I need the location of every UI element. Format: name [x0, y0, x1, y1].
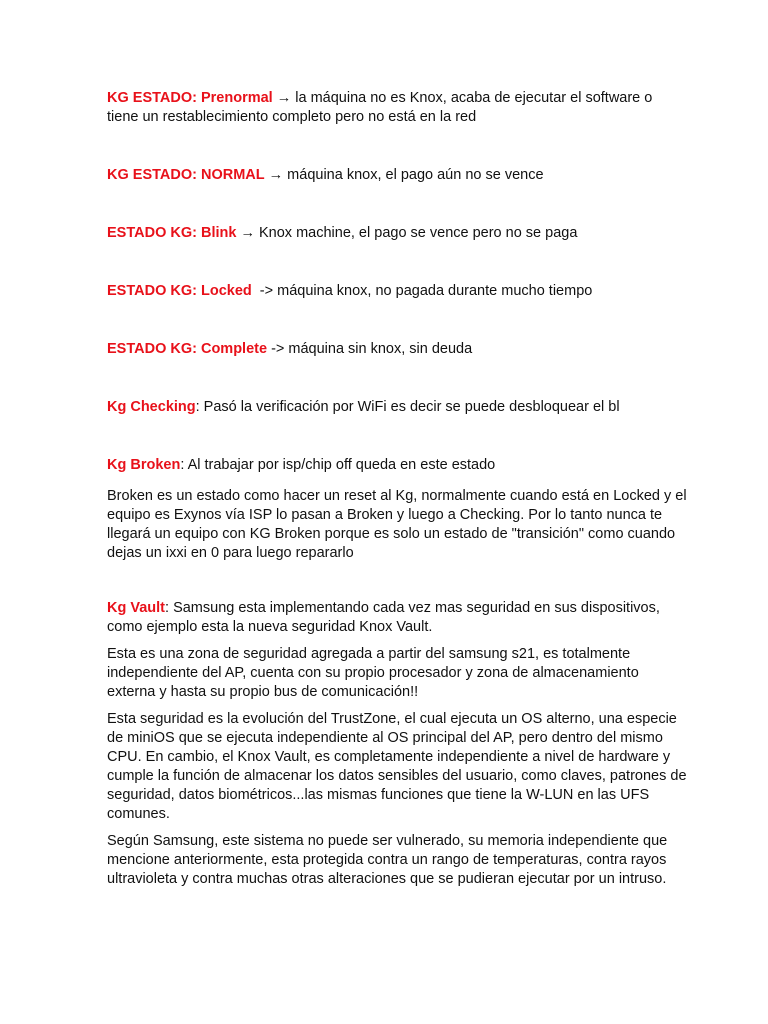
spacer: [107, 127, 687, 166]
spacer: [107, 475, 687, 487]
spacer: [107, 243, 687, 282]
entry-label: KG ESTADO: NORMAL: [107, 167, 265, 183]
entry-label: Kg Vault: [107, 600, 166, 616]
spacer: [107, 563, 687, 599]
vault-paragraph: Esta es una zona de seguridad agregada a partir del samsung s21, es totalmente independiente del AP, cuenta con su propio procesador y zona de almacenamiento externa y hasta su propio bus de comunicación!!: [107, 646, 639, 700]
vault-paragraph: Esta seguridad es la evolución del TrustZone, el cual ejecuta un OS alterno, una especie de miniOS que se ejecuta independiente al OS principal del AP, pero dentro del mismo CPU. En cambio, el Knox Vault, es completamente independiente a nivel de hardware y cumple la función de almacenar los datos sensibles del usuario, como claves, patrones de seguridad, datos biométricos...las mismas funciones que tiene la W-LUN en las UFS comunes.: [107, 711, 687, 822]
entry-label: ESTADO KG: Locked: [107, 283, 252, 299]
entry-text: → máquina knox, el pago aún no se vence: [264, 167, 544, 183]
entry-normal: [107, 166, 687, 185]
document-body: [107, 89, 687, 889]
entry-prenormal: [107, 89, 687, 127]
entry-label: KG ESTADO: Prenormal: [107, 90, 273, 106]
entry-text: : Samsung esta implementando cada vez mas seguridad en sus dispositivos, como ejemplo esta la nueva seguridad Knox Vault.: [107, 600, 660, 635]
entry-checking: [107, 398, 687, 417]
spacer: [107, 637, 687, 645]
entry-broken: [107, 456, 687, 475]
spacer: [107, 417, 687, 456]
entry-label: Kg Broken: [107, 457, 181, 473]
entry-blink: [107, 224, 687, 243]
entry-label: ESTADO KG: Blink: [107, 225, 237, 241]
entry-text: : Al trabajar por isp/chip off queda en este estado: [180, 457, 496, 473]
broken-paragraph: Broken es un estado como hacer un reset al Kg, normalmente cuando está en Locked y el equipo es Exynos vía ISP lo pasan a Broken y luego a Checking. Por lo tanto nunca te llegará un equipo con KG Broken porque es solo un estado de "transición" como cuando dejas un ixxi en 0 para luego repararlo: [107, 488, 687, 561]
entry-text: -> máquina sin knox, sin deuda: [267, 341, 473, 357]
entry-text: : Pasó la verificación por WiFi es decir se puede desbloquear el bl: [195, 399, 620, 415]
entry-label: Kg Checking: [107, 399, 196, 415]
entry-vault: [107, 599, 687, 637]
spacer: [107, 702, 687, 710]
spacer: [107, 301, 687, 340]
entry-text: → la máquina no es Knox, acaba de ejecutar el software o tiene un restablecimiento completo pero no está en la red: [107, 90, 653, 125]
vault-paragraph: Según Samsung, este sistema no puede ser vulnerado, su memoria independiente que mencione anteriormente, esta protegida contra un rango de temperaturas, contra rayos ultravioleta y contra muchas otras alteraciones que se pudieran ejecutar por un intruso.: [107, 833, 668, 887]
spacer: [107, 185, 687, 224]
entry-locked: [107, 282, 687, 301]
entry-text: -> máquina knox, no pagada durante mucho tiempo: [251, 283, 593, 299]
spacer: [107, 359, 687, 398]
entry-text: → Knox machine, el pago se vence pero no se paga: [236, 225, 578, 241]
entry-label: ESTADO KG: Complete: [107, 341, 268, 357]
spacer: [107, 824, 687, 832]
entry-complete: [107, 340, 687, 359]
